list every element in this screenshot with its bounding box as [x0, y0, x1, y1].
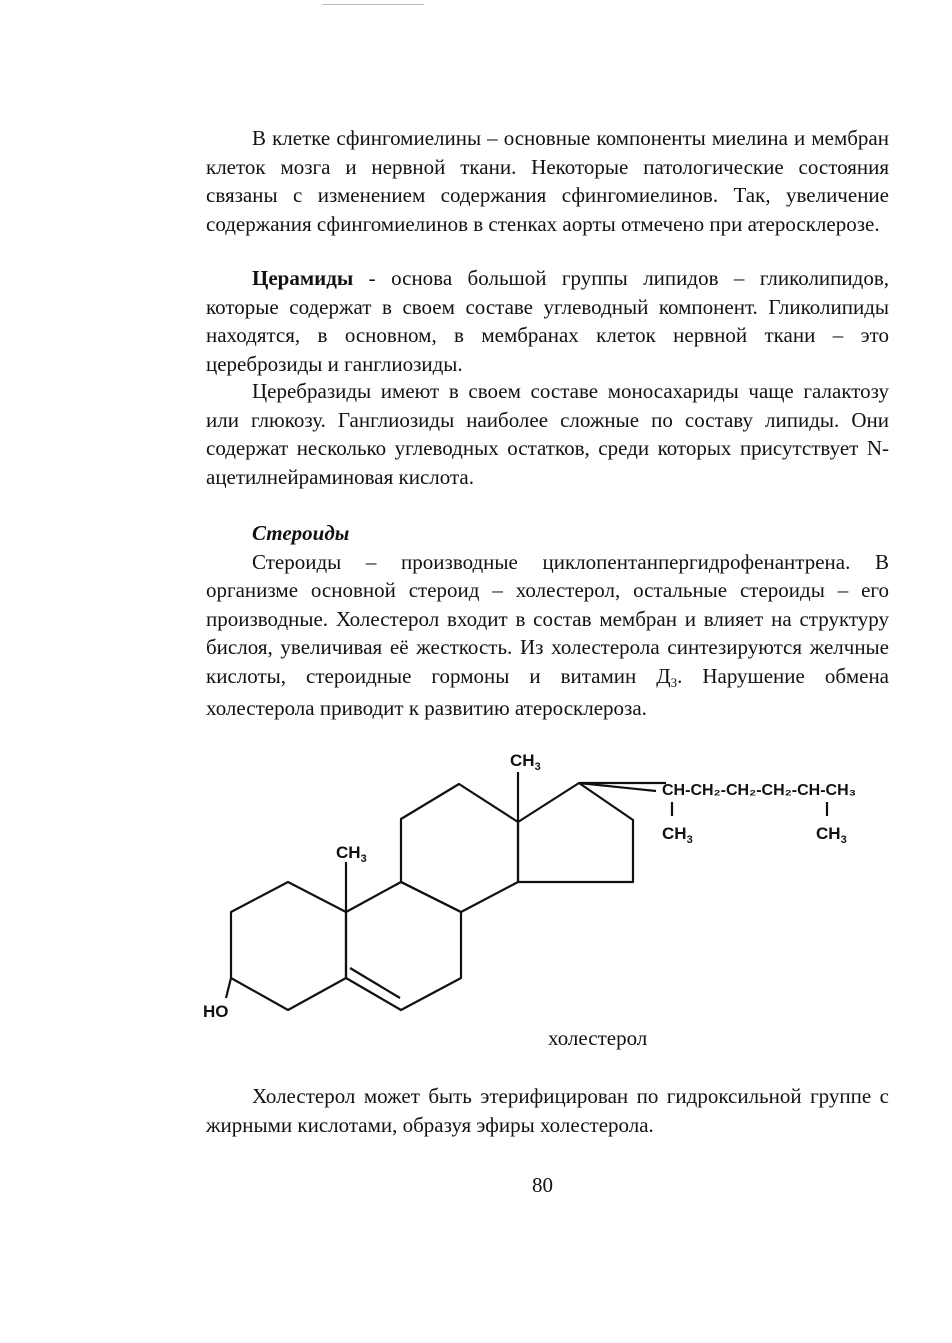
hydroxyl-label: HO	[203, 1002, 229, 1021]
methyl-label-left: $CH_3$	[336, 843, 367, 865]
section-steroids	[206, 519, 889, 722]
hydroxyl-bond	[226, 978, 231, 998]
branch-methyl-label-1: $CH_3$	[662, 824, 693, 846]
paragraph-text: Холестерол может быть этерифицирован по гидроксильной группе с жирными кислотами, образуя эфиры холестерола.	[206, 1084, 889, 1137]
paragraph-esters	[206, 1082, 889, 1139]
ring-a	[231, 882, 346, 1010]
ring-c	[401, 784, 518, 912]
paragraph-text-a: Стероиды – производные циклопентанпергидрофенантрена. В организме основной стероид – холестерол, остальные стероиды – его производные. Холестерол входит в состав мембран и влияет на структуру бислоя, увеличивая её жесткость. Из холестерола синтезируются желчные кислоты, стероидные гормоны и витамин Д	[206, 549, 889, 688]
subscript: 3	[670, 674, 678, 690]
side-chain-label: CH-CH₂-CH₂-CH₂-CH-CH₃	[662, 782, 857, 799]
paragraph-text	[206, 548, 889, 723]
paragraph-text-b: . Нарушение обмена холестерола приводит к развитию атеросклероза.	[206, 663, 889, 720]
ring-d	[518, 783, 633, 882]
term-ceramides: Церамиды	[252, 266, 354, 290]
paragraph-cerebrosides	[206, 377, 889, 491]
double-bond	[350, 968, 400, 998]
paragraph-ceramides	[206, 264, 889, 378]
paragraph-text	[206, 264, 889, 378]
ring-b	[346, 882, 461, 1010]
paragraph-text-rest: - основа большой группы липидов – гликолипидов, которые содержат в своем составе углеводный компонент. Гликолипиды находятся, в основном, в мембранах клеток нервной ткани – это цереброзиды и ганглиозиды.	[206, 266, 889, 376]
section-heading: Стероиды	[252, 521, 350, 545]
top-rule	[322, 4, 424, 5]
paragraph-sphingomyelins	[206, 124, 889, 238]
methyl-label-top: $CH_3$	[510, 751, 541, 773]
cholesterol-structure-diagram	[196, 742, 896, 1027]
paragraph-text: В клетке сфингомиелины – основные компоненты миелина и мембран клеток мозга и нервной ткани. Некоторые патологические состояния связаны с изменением содержания сфингомиелинов. Так, увеличение содержания сфингомиелинов в стенках аорты отмечено при атеросклерозе.	[206, 126, 889, 236]
branch-methyl-label-2: $CH_3$	[816, 824, 847, 846]
figure-caption: холестерол	[548, 1026, 648, 1050]
page-number: 80	[532, 1173, 553, 1197]
paragraph-text: Церебразиды имеют в своем составе моносахариды чаще галактозу или глюкозу. Ганглиозиды наиболее сложные по составу липиды. Они содержат несколько углеводных остатков, среди которых присутствует N-ацетилнейраминовая кислота.	[206, 379, 889, 489]
